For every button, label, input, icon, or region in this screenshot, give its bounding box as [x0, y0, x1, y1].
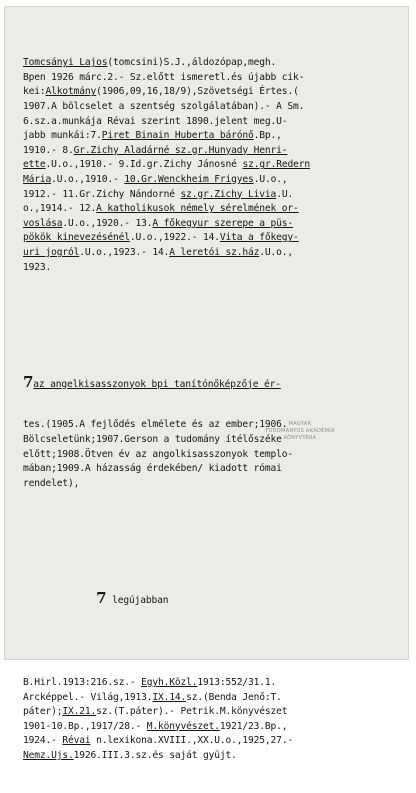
- text-line: [23, 720, 403, 735]
- line-text: 1910.- 8.: [23, 144, 74, 156]
- underlined-text: Révai: [62, 735, 91, 747]
- text-line: [23, 202, 403, 217]
- supplement-first-line: [23, 372, 403, 391]
- underlined-text: ette: [23, 159, 46, 171]
- text-line: [23, 462, 403, 477]
- line-text: .U.o.,1910.- 9.Id.gr.Zichy Jánosné: [45, 159, 243, 171]
- underlined-text: A katholikusok némely sérelmének or-: [96, 203, 299, 215]
- text-line: [23, 749, 403, 764]
- line-text: 1924.-: [23, 735, 63, 747]
- line-text: 1913:552/31.1.: [197, 676, 277, 688]
- line-text: sz.(T.páter).- Petrik.M.könyvészet: [96, 706, 288, 718]
- line-text: Bölcseletünk;1907.Gerson a tudomány ítélőszéke: [23, 434, 282, 446]
- underlined-text: A főkegyur szerepe a püs-: [152, 217, 294, 229]
- line-text: .U.o.,1920.- 13.: [62, 217, 153, 229]
- text-line: [23, 100, 403, 115]
- line-text: o.,1914.- 12.: [23, 203, 97, 215]
- text-line: [23, 129, 403, 144]
- line-text: 1923.: [23, 261, 52, 273]
- stamp-line: TUDOMÁNYOS AKADÉMIA: [265, 428, 335, 434]
- line-text: .U.o.,: [253, 173, 288, 185]
- library-stamp: [265, 421, 335, 442]
- line-text: 1921/23.Bp.,: [219, 720, 288, 732]
- underlined-text: sz.gr.Redern: [242, 159, 310, 171]
- underlined-text: Mária: [23, 173, 52, 185]
- supplement-block: [23, 345, 403, 520]
- line-text: .U.o.,1922.- 14.: [129, 232, 220, 244]
- text-line: [23, 56, 403, 71]
- underlined-text: 10.Gr.Wenckheim Frigyes: [124, 173, 254, 185]
- text-line: [23, 418, 403, 433]
- line-text: 1907.A bölcselet a szentség szolgálatában).- A Sm.: [23, 100, 305, 112]
- underlined-text: Alkotmány: [45, 86, 97, 98]
- text-line: [23, 676, 403, 691]
- text-line: [23, 261, 403, 276]
- underlined-text: Egyh.Közl.: [141, 676, 198, 688]
- line-text: .U.o.,1910.-: [51, 173, 125, 185]
- line-text: n.lexikona.XVIII.,XX.U.o.,1925,27.-: [90, 735, 294, 747]
- supplement-mark: 7: [23, 372, 34, 391]
- stamp-line: KÖNYVTÁRA: [283, 435, 317, 441]
- heading-mark: 7: [96, 588, 107, 607]
- sources-block: [23, 676, 403, 764]
- line-text: tes.(1905.A fejlődés elmélete és az ember;1906.: [23, 419, 288, 431]
- line-text: mában;1909.A házasság érdekében/ kiadott római: [23, 463, 282, 475]
- stamp-line: MAGYAR: [288, 421, 312, 427]
- underlined-text: M.könyvészet.: [146, 720, 220, 732]
- line-text: sz.(Benda Jenő:T.: [186, 691, 282, 703]
- line-text: .U.o.,1923.- 14.: [79, 246, 170, 258]
- underlined-text: Vita a főkegy-: [219, 232, 299, 244]
- underlined-text: uri jogról: [23, 246, 80, 258]
- card-text: [23, 27, 403, 793]
- line-text: 1901-10.Bp.,1917/28.-: [23, 720, 147, 732]
- text-line: [23, 705, 403, 720]
- underlined-text: A leretói sz.ház: [169, 246, 260, 258]
- text-line: [23, 217, 403, 232]
- line-text: B.Hirl.1913:216.sz.-: [23, 676, 142, 688]
- text-line: [23, 71, 403, 86]
- line-text: Arcképpel.- Világ,1913.: [23, 691, 153, 703]
- heading-text: legújabban: [112, 594, 169, 606]
- line-text: előtt;1908.Ötven év az angolkisasszonyok templo-: [23, 448, 294, 460]
- text-line: [23, 231, 403, 246]
- underlined-text: pökök kinevezésénél: [23, 232, 130, 244]
- line-text: .U.o.,: [259, 246, 294, 258]
- text-line: [23, 691, 403, 706]
- line-text: .Bp.,: [253, 130, 282, 142]
- line-text: Bpen 1926 márc.2.- Sz.előtt ismeretl.és újabb cik-: [23, 71, 305, 83]
- underlined-text: IX.14.: [152, 691, 187, 703]
- line-text: (tomcsini)S.J.,áldozópap,megh.: [107, 57, 277, 69]
- underlined-text: Nemz.Ujs.: [23, 749, 74, 761]
- line-text: 1926.III.3.sz.és saját gyüjt.: [73, 749, 237, 761]
- underlined-text: Tomcsányi Lajos: [23, 57, 108, 69]
- text-line: [23, 173, 403, 188]
- line-text: rendelet),: [23, 477, 80, 489]
- text-line: [23, 144, 403, 159]
- line-text: 6.sz.a.munkája Révai szerint 1890.jelent meg.U-: [23, 115, 288, 127]
- line-text: .U.: [276, 188, 294, 200]
- underlined-text: Gr.Zichy Aladárné sz.gr.Hunyady Henri-: [73, 144, 288, 156]
- text-line: [23, 448, 403, 463]
- text-line: [23, 158, 403, 173]
- supplement-first-text: [33, 379, 281, 390]
- underlined-text: az angelkisasszonyok bpi tanítónőképzője ér-: [33, 378, 281, 390]
- text-line: [23, 246, 403, 261]
- catalog-card: [4, 6, 409, 761]
- underlined-text: sz.gr.Zichy Livia: [180, 188, 277, 200]
- line-text: páter);: [23, 706, 63, 718]
- section-heading: [23, 588, 403, 607]
- text-line: [23, 734, 403, 749]
- text-line: [23, 115, 403, 130]
- line-text: 1912.- 11.Gr.Zichy Nándorné: [23, 188, 181, 200]
- line-text: (1906,09,16,18/9),Szövetségi Értes.(: [96, 86, 299, 98]
- text-line: [23, 188, 403, 203]
- entry-block: [23, 56, 403, 275]
- text-line: [23, 433, 403, 448]
- underlined-text: IX.21.: [62, 706, 97, 718]
- line-text: kei:: [23, 86, 46, 98]
- underlined-text: Piret Binain Huberta bárónő: [101, 130, 254, 142]
- supplement-rest: [23, 418, 403, 491]
- text-line: [23, 477, 403, 492]
- underlined-text: voslása: [23, 217, 63, 229]
- text-line: [23, 85, 403, 100]
- line-text: jabb munkái:7.: [23, 130, 102, 142]
